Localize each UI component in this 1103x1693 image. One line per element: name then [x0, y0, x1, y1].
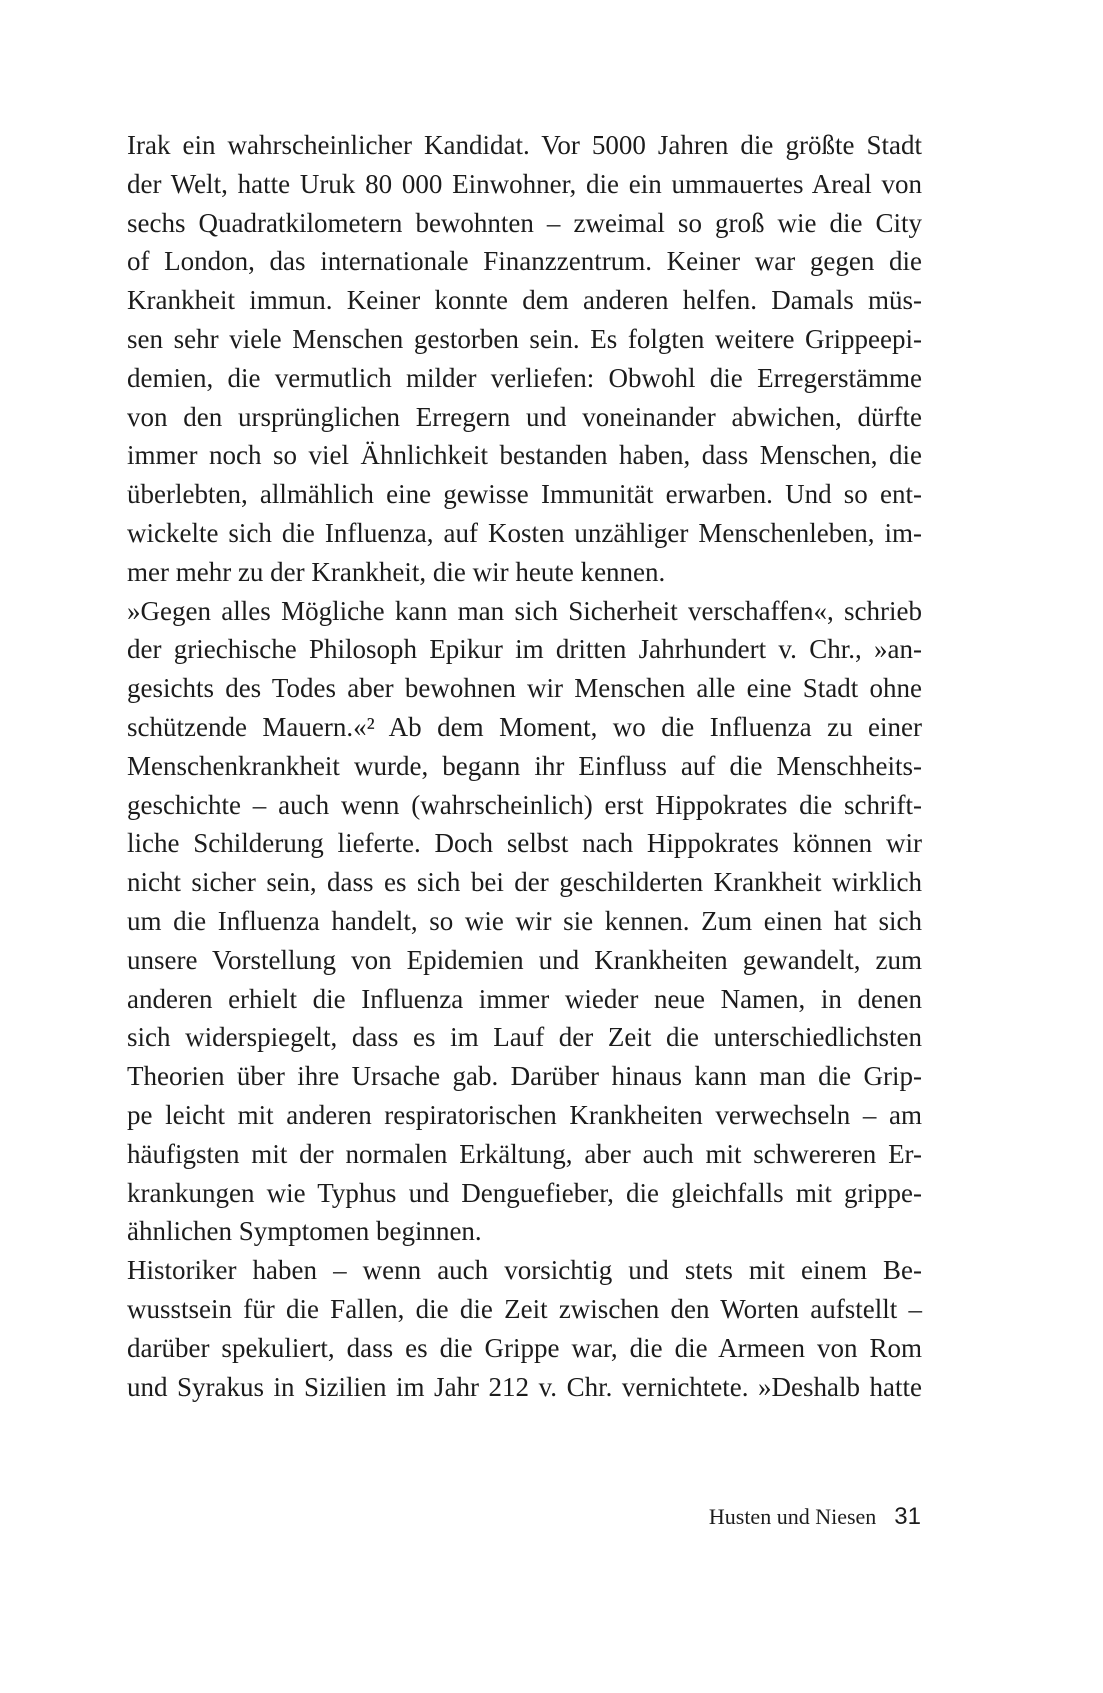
page-body: [127, 126, 922, 1406]
text-line: sechs Quadratkilometern bewohnten – zweimal so groß wie die City: [127, 207, 922, 238]
text-line: krankungen wie Typhus und Denguefieber, die gleichfalls mit grippe-: [127, 1177, 922, 1208]
text-line: Historiker haben – wenn auch vorsichtig und stets mit einem Be-: [127, 1255, 922, 1286]
text-line: von den ursprünglichen Erregern und voneinander abwichen, dürfte: [127, 401, 922, 432]
text-line: liche Schilderung lieferte. Doch selbst nach Hippokrates können wir: [127, 828, 922, 859]
text-line: unsere Vorstellung von Epidemien und Krankheiten gewandelt, zum: [127, 944, 922, 975]
text-line: anderen erhielt die Influenza immer wieder neue Namen, in denen: [127, 983, 922, 1014]
text-line: of London, das internationale Finanzzentrum. Keiner war gegen die: [127, 246, 922, 277]
text-line: immer noch so viel Ähnlichkeit bestanden haben, dass Menschen, die: [127, 440, 922, 471]
text-line: wickelte sich die Influenza, auf Kosten unzähliger Menschenleben, im-: [127, 517, 922, 548]
text-line: ähnlichen Symptomen beginnen.: [127, 1216, 482, 1247]
paragraph: [127, 592, 922, 1252]
text-line: gesichts des Todes aber bewohnen wir Menschen alle eine Stadt ohne: [127, 673, 922, 704]
text-line: und Syrakus in Sizilien im Jahr 212 v. Chr. vernichtete. »Deshalb hatte: [127, 1371, 922, 1402]
text-line: der Welt, hatte Uruk 80 000 Einwohner, die ein ummauertes Areal von: [127, 168, 922, 199]
text-line: sen sehr viele Menschen gestorben sein. Es folgten weitere Grippeepi-: [127, 323, 922, 354]
text-line: Theorien über ihre Ursache gab. Darüber hinaus kann man die Grip-: [127, 1061, 922, 1092]
running-footer: [709, 1502, 921, 1532]
section-title: Husten und Niesen: [708, 1504, 877, 1529]
text-line: demien, die vermutlich milder verliefen: Obwohl die Erregerstämme: [127, 362, 922, 393]
text-line: überlebten, allmählich eine gewisse Immunität erwarben. Und so ent-: [127, 479, 922, 510]
text-line: darüber spekuliert, dass es die Grippe war, die die Armeen von Rom: [127, 1332, 922, 1363]
text-line: wusstsein für die Fallen, die die Zeit zwischen den Worten aufstellt –: [127, 1293, 922, 1324]
text-line: schützende Mauern.«² Ab dem Moment, wo die Influenza zu einer: [127, 711, 922, 742]
text-line: geschichte – auch wenn (wahrscheinlich) erst Hippokrates die schrift-: [127, 789, 922, 820]
text-line: Krankheit immun. Keiner konnte dem anderen helfen. Damals müs-: [127, 285, 922, 316]
text-line: der griechische Philosoph Epikur im dritten Jahrhundert v. Chr., »an-: [127, 634, 922, 665]
text-line: »Gegen alles Mögliche kann man sich Sicherheit verschaffen«, schrieb: [127, 595, 922, 626]
text-line: um die Influenza handelt, so wie wir sie kennen. Zum einen hat sich: [127, 905, 922, 936]
paragraph: [127, 126, 922, 592]
text-line: Irak ein wahrscheinlicher Kandidat. Vor 5000 Jahren die größte Stadt: [127, 130, 922, 160]
page-number: 31: [894, 1503, 921, 1530]
text-line: sich widerspiegelt, dass es im Lauf der Zeit die unterschiedlichsten: [127, 1022, 922, 1053]
text-line: mer mehr zu der Krankheit, die wir heute kennen.: [127, 556, 666, 587]
paragraph: [127, 1251, 922, 1406]
text-line: nicht sicher sein, dass es sich bei der geschilderten Krankheit wirklich: [127, 867, 922, 898]
text-line: Menschenkrankheit wurde, begann ihr Einfluss auf die Menschheits-: [127, 750, 922, 781]
text-line: häufigsten mit der normalen Erkältung, aber auch mit schwereren Er-: [127, 1138, 922, 1169]
text-line: pe leicht mit anderen respiratorischen Krankheiten verwechseln – am: [127, 1099, 922, 1130]
